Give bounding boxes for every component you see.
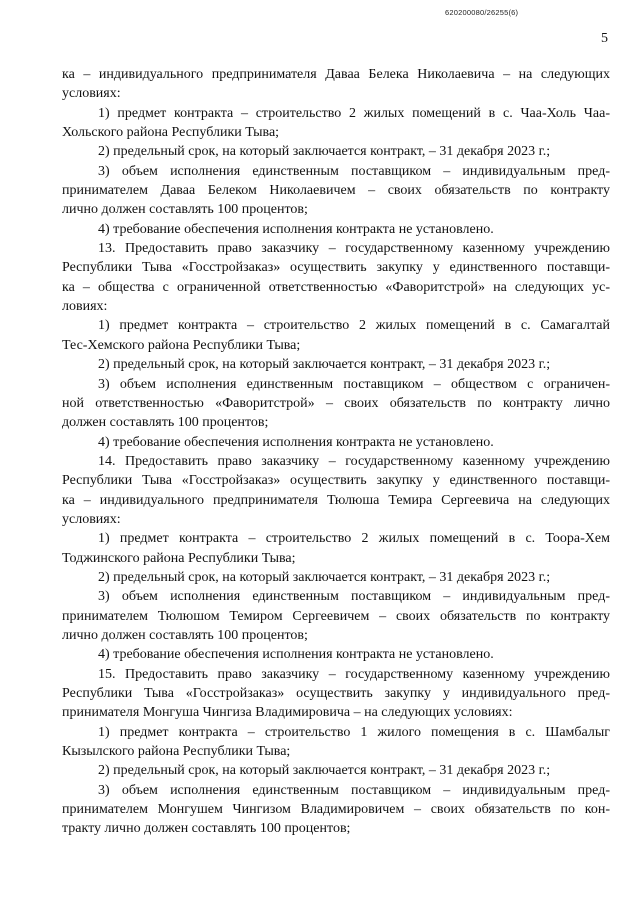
document-code: 620200080/26255(6) [445, 8, 519, 17]
text-line: 3) объем исполнения единственным поставщиком – индивидуальным пред- [98, 589, 610, 605]
text-line: ловиях: [62, 299, 108, 315]
text-line: 14. Предоставить право заказчику – государственному казенному учреждению [98, 453, 610, 469]
text-line: ка – индивидуального предпринимателя Тюлюша Темира Сергеевича на следующих [62, 492, 610, 508]
text-line: 3) объем исполнения единственным поставщиком – индивидуальным пред- [98, 782, 610, 798]
text-line: тракту лично должен составлять 100 процентов; [62, 821, 351, 837]
text-line: Республики Тыва «Госстройзаказ» осуществить закупку у индивидуального пред- [62, 686, 610, 701]
text-line: 3) объем исполнения единственным поставщиком – индивидуальным пред- [98, 163, 610, 179]
text-line: Республики Тыва «Госстройзаказ» осуществить закупку у единственного поставщи- [62, 473, 610, 489]
text-line: 1) предмет контракта – строительство 2 жилых помещений в с. Тоора-Хем [98, 531, 610, 547]
text-line: 1) предмет контракта – строительство 2 жилых помещений в с. Чаа-Холь Чаа- [98, 105, 610, 121]
text-line: должен составлять 100 процентов; [62, 415, 269, 431]
text-line: принимателем Даваа Белеком Николаевичем – своих обязательств по контракту [62, 183, 610, 199]
body-text [62, 65, 610, 839]
text-line: лично должен составлять 100 процентов; [62, 627, 308, 643]
page-number: 5 [601, 31, 608, 46]
text-line: Республики Тыва «Госстройзаказ» осуществить закупку у единственного поставщи- [62, 260, 610, 276]
text-line: 4) требование обеспечения исполнения контракта не установлено. [98, 434, 494, 450]
text-line: ка – индивидуального предпринимателя Даваа Белека Николаевича – на следующих [62, 67, 610, 82]
text-line: 1) предмет контракта – строительство 2 жилых помещений в с. Самагалтай [98, 318, 610, 334]
text-line: Хольского района Республики Тыва; [62, 125, 280, 141]
text-line: 3) объем исполнения единственным поставщиком – обществом с ограничен- [98, 376, 610, 392]
text-line: 15. Предоставить право заказчику – государственному казенному учреждению [98, 666, 610, 682]
text-line: 2) предельный срок, на который заключается контракт, – 31 декабря 2023 г.; [98, 357, 551, 373]
text-line: 1) предмет контракта – строительство 1 жилого помещения в с. Шамбалыг [98, 724, 610, 740]
text-line: принимателем Тюлюшом Темиром Сергеевичем – своих обязательств по контракту [62, 608, 610, 624]
text-line: 4) требование обеспечения исполнения контракта не установлено. [98, 647, 494, 663]
text-line: ной ответственностью «Фаворитстрой» – своих обязательств по контракту лично [62, 395, 610, 411]
text-line: Тоджинского района Республики Тыва; [62, 550, 296, 566]
text-line: 2) предельный срок, на который заключается контракт, – 31 декабря 2023 г.; [98, 763, 551, 779]
text-line: принимателя Монгуша Чингиза Владимировича – на следующих условиях: [62, 705, 513, 721]
text-line: условиях: [62, 511, 121, 527]
text-line: ка – общества с ограниченной ответственностью «Фаворитстрой» на следующих ус- [62, 279, 610, 295]
text-line: 4) требование обеспечения исполнения контракта не установлено. [98, 221, 494, 237]
text-line: принимателем Монгушем Чингизом Владимировичем – своих обязательств по кон- [62, 802, 610, 818]
text-line: 13. Предоставить право заказчику – государственному казенному учреждению [98, 241, 610, 257]
text-line: 2) предельный срок, на который заключается контракт, – 31 декабря 2023 г.; [98, 569, 551, 585]
text-line: 2) предельный срок, на который заключается контракт, – 31 декабря 2023 г.; [98, 144, 551, 160]
text-line: лично должен составлять 100 процентов; [62, 202, 308, 218]
text-line: Тес-Хемского района Республики Тыва; [62, 337, 301, 353]
text-line: условиях: [62, 86, 121, 102]
text-line: Кызылского района Республики Тыва; [62, 744, 291, 760]
